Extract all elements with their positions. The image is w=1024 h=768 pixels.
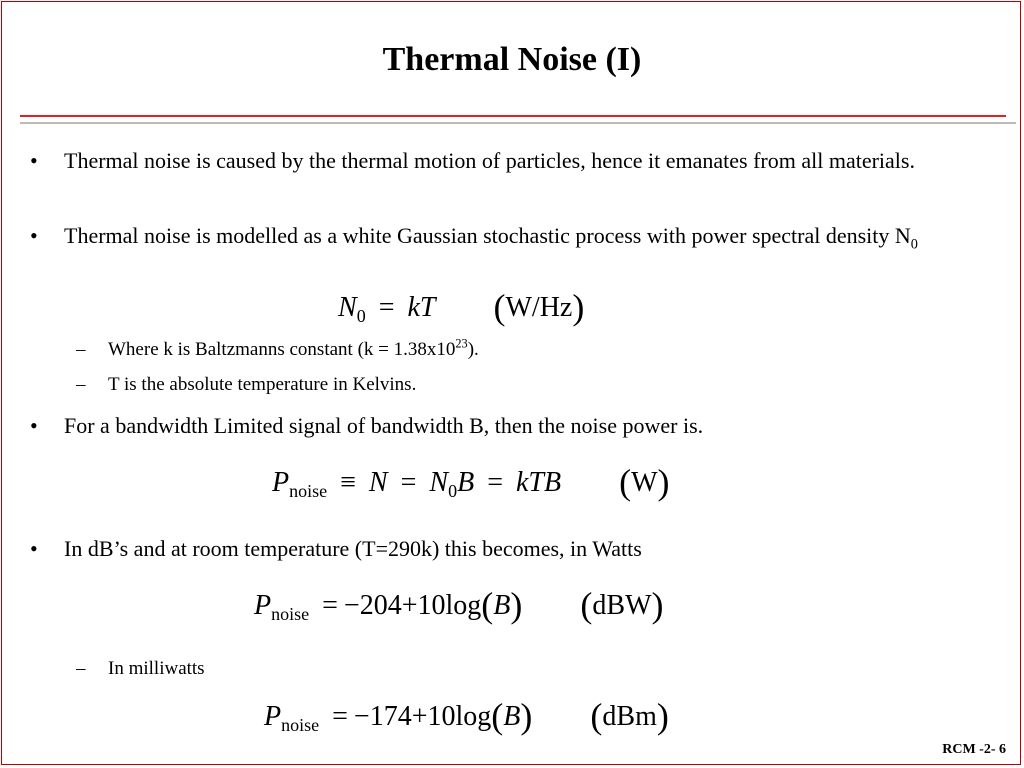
sub-text-wrapper <box>108 335 956 365</box>
eq4-op: = <box>332 701 348 732</box>
eq1-lhs-sub: 0 <box>356 306 366 326</box>
bullet-room-temperature <box>30 531 960 567</box>
eq1-op: = <box>378 292 395 323</box>
sub-text: In milliwatts <box>108 658 205 679</box>
bullet-text: In dB’s and at room temperature (T=290k) this becomes, in Watts <box>64 536 642 561</box>
sub-text: T is the absolute temperature in Kelvins. <box>108 374 417 395</box>
eq2-lhs: P <box>272 467 290 498</box>
sub-boltzmann <box>76 335 956 365</box>
eq2-op3: = <box>487 467 503 498</box>
bullet-mark: • <box>30 148 38 173</box>
eq2-t1: N <box>368 467 388 498</box>
bullet-thermal-noise-cause <box>30 143 960 179</box>
equation-psd: $N_0$ = kT (W/Hz) <box>338 287 585 327</box>
slide-footer: RCM -2- 6 <box>942 742 1006 757</box>
sub-sup: 23 <box>455 336 468 351</box>
bullet-bandwidth <box>30 408 960 444</box>
eq1-lhs: N <box>338 292 357 323</box>
sub-text-after: ). <box>467 339 479 360</box>
eq1-rhs: kT <box>407 292 436 323</box>
eq4-lhs: P <box>264 701 282 732</box>
eq3-const: −204+10log <box>343 590 482 621</box>
eq3-arg: B <box>493 590 511 621</box>
title-divider-red <box>20 115 1006 117</box>
sub-text: Where k is Baltzmanns constant (k = 1.38x10 <box>108 339 456 360</box>
dash-mark: – <box>76 339 86 360</box>
bullet-subscript: 0 <box>910 236 918 253</box>
eq3-unit: dBW <box>592 590 652 621</box>
sub-milliwatts <box>76 654 956 684</box>
bullet-mark: • <box>30 223 38 248</box>
bullet-mark: • <box>30 536 38 561</box>
slide-title: Thermal Noise (I) <box>382 41 642 78</box>
eq2-unit: W <box>631 467 658 498</box>
eq4-const: −174+10log <box>353 701 492 732</box>
eq2-t2-sub: 0 <box>448 481 458 501</box>
eq2-op1: ≡ <box>340 467 356 498</box>
eq2-op2: = <box>400 467 417 498</box>
eq2-t2: N <box>429 467 449 498</box>
eq2-t2b: B <box>457 467 475 498</box>
eq2-t3: kTB <box>515 467 562 498</box>
sub-temperature <box>76 370 956 400</box>
dash-mark: – <box>76 658 86 679</box>
equation-dbw: $P_{noise} = -204+10\log(B)$ (dBW) <box>254 585 664 625</box>
eq3-op: = <box>322 590 338 621</box>
eq2-lhs-sub: noise <box>289 481 328 501</box>
bullet-text: For a bandwidth Limited signal of bandwidth B, then the noise power is. <box>64 413 704 438</box>
dash-mark: – <box>76 374 86 395</box>
eq3-lhs: P <box>254 590 272 621</box>
equation-dbm: $P_{noise} = -174+10\log(B)$ (dBm) <box>264 696 669 736</box>
eq4-lhs-sub: noise <box>281 715 320 735</box>
bullet-text: Thermal noise is modelled as a white Gaussian stochastic process with power spectral density N <box>64 223 911 248</box>
eq1-unit: W/Hz <box>505 292 573 323</box>
eq4-unit: dBm <box>602 701 657 732</box>
bullet-gaussian-model <box>30 218 960 254</box>
bullet-mark: • <box>30 413 38 438</box>
eq4-arg: B <box>503 701 521 732</box>
bullet-text-wrapper <box>64 218 960 254</box>
title-divider-gray <box>20 122 1016 124</box>
equation-noise-power: $P_{noise} \equiv N = N_0B$ = kTB (W) <box>272 462 670 502</box>
eq3-lhs-sub: noise <box>271 604 310 624</box>
bullet-text: Thermal noise is caused by the thermal motion of particles, hence it emanates from all materials. <box>64 148 915 173</box>
